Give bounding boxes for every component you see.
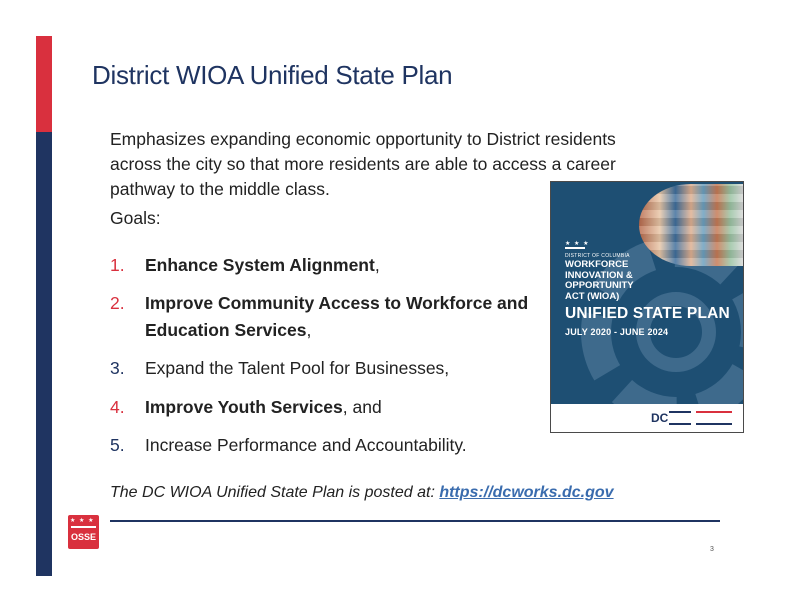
accent-bar-navy [36, 132, 52, 576]
osse-logo-text: OSSE [70, 532, 96, 542]
cover-footer [551, 404, 743, 432]
cover-divider [565, 247, 585, 249]
footer-divider [110, 520, 720, 522]
slide-title: District WIOA Unified State Plan [92, 60, 453, 90]
dc-logo: DC [651, 411, 669, 425]
goal-bold-text: Improve Youth Services [145, 397, 343, 417]
cover-wioa-heading [565, 260, 675, 302]
goal-item-4 [110, 394, 535, 421]
goal-bold-text: Improve Community Access to Workforce and Education Services [145, 293, 529, 340]
goal-text: , [306, 320, 312, 340]
posted-note [110, 484, 614, 502]
goal-number: 5. [110, 435, 125, 455]
plan-cover-image [550, 181, 744, 433]
posted-text: The DC WIOA Unified State Plan is posted at: [110, 484, 440, 501]
goal-item-1 [110, 252, 535, 279]
cover-footer-mark [696, 411, 732, 425]
cover-plan-title: UNIFIED STATE PLAN [565, 305, 730, 322]
goal-bold-text: Enhance System Alignment [145, 255, 375, 275]
cover-dates: JULY 2020 - JUNE 2024 [565, 327, 669, 337]
goal-text: , [374, 255, 380, 275]
cover-district-label: DISTRICT OF COLUMBIA [565, 253, 630, 259]
goal-number: 3. [110, 358, 125, 378]
accent-bar-red [36, 36, 52, 132]
goal-text: Increase Performance and Accountability. [145, 435, 467, 455]
cover-wioa-line: INNOVATION & [565, 269, 633, 281]
cover-wioa-line: WORKFORCE [565, 259, 629, 270]
logo-band [71, 526, 96, 528]
goal-text: , and [342, 397, 382, 417]
goal-text: Expand the Talent Pool for Businesses, [145, 358, 450, 378]
osse-logo [68, 515, 99, 549]
star-icon: ★ ★ ★ [70, 518, 95, 524]
goal-number: 4. [110, 397, 125, 417]
goal-number: 1. [110, 255, 125, 275]
intro-paragraph: Emphasizes expanding economic opportunity to District residents across the city so that more residents are able to access a career pathway to the middle class. [110, 129, 616, 199]
dcworks-link[interactable]: https://dcworks.dc.gov [439, 484, 614, 501]
goal-item-3 [110, 355, 535, 382]
goal-number: 2. [110, 293, 125, 313]
goals-label: Goals: [110, 208, 161, 228]
cover-footer-mark [669, 411, 691, 425]
cover-wioa-line: ACT (WIOA) [565, 290, 620, 302]
cover-wioa-line: OPPORTUNITY [565, 280, 634, 291]
page-number: 3 [710, 546, 714, 553]
people-photo [639, 184, 743, 266]
star-icon: ★ ★ ★ [565, 241, 590, 247]
goal-item-2 [110, 290, 535, 344]
goal-item-5 [110, 432, 535, 459]
